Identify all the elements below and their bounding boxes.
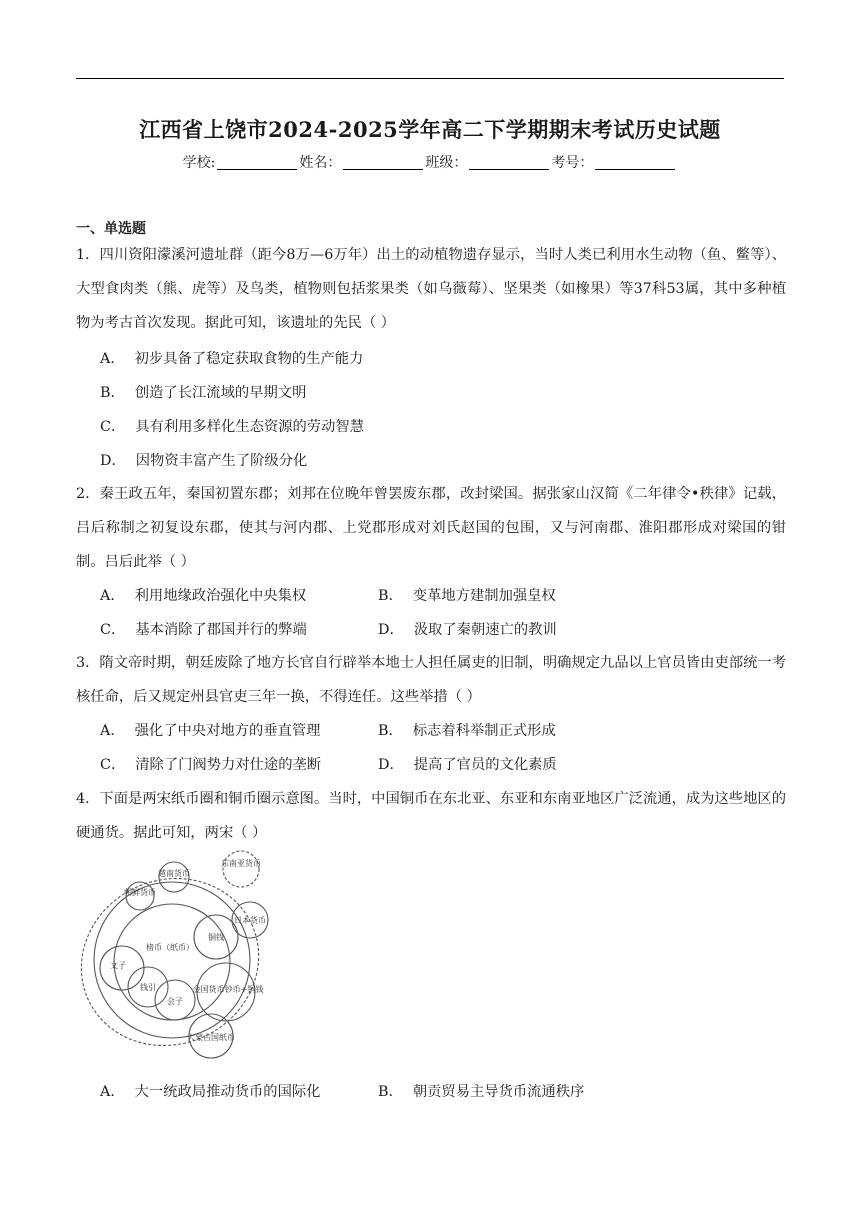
- option-letter: D．: [100, 453, 126, 469]
- q1-option-a[interactable]: [100, 348, 363, 368]
- option-text: 具有利用多样化生态资源的劳动智慧: [135, 419, 364, 435]
- class-label: 班级：: [425, 155, 468, 171]
- exam-number-blank[interactable]: [595, 155, 675, 170]
- header-rule: [76, 78, 784, 79]
- fig-label-qianyin: 钱引: [140, 983, 156, 992]
- fig-label-southeast-asia: 东南亚货币: [221, 859, 261, 868]
- option-letter: A．: [100, 1084, 125, 1100]
- q3-option-b[interactable]: [378, 720, 556, 740]
- currency-circle-diagram: [78, 850, 278, 1060]
- section-title: 一、单选题: [76, 221, 146, 237]
- option-letter: C．: [100, 757, 126, 773]
- question-4-stem: 4．下面是两宋纸币圈和铜币圈示意图。当时，中国铜币在东北亚、东亚和东南亚地区广泛流通，成为这些地区的硬通货。据此可知，两宋（ ）: [76, 791, 786, 841]
- q4-option-a[interactable]: [100, 1081, 320, 1101]
- paper-money-sphere-outline: [94, 882, 250, 1038]
- fig-label-mongol: 大蒙古国纸币: [187, 1033, 235, 1042]
- option-letter: B．: [378, 588, 403, 604]
- option-text: 因物资丰富产生了阶级分化: [135, 453, 308, 469]
- fig-label-chu-paper: 楮币（纸币）: [146, 943, 194, 952]
- option-letter: A．: [100, 588, 125, 604]
- fig-label-wenzi: 文子: [110, 961, 126, 970]
- southeast-asia-currency-circle: [223, 851, 259, 887]
- class-blank[interactable]: [469, 155, 549, 170]
- school-label: 学校:: [182, 155, 216, 171]
- student-info-line: [0, 152, 860, 172]
- option-letter: D．: [378, 757, 404, 773]
- question-3-stem: 3．隋文帝时期，朝廷废除了地方长官自行辟举本地士人担任属吏的旧制，明确规定九品以上官员皆由吏部统一考核任命，后又规定州县官吏三年一换，不得连任。这些举措（ ）: [76, 655, 786, 705]
- option-letter: C．: [100, 419, 126, 435]
- option-letter: B．: [378, 1084, 403, 1100]
- fig-label-vietnam: 越南货币: [158, 869, 190, 878]
- option-text: 初步具备了稳定获取食物的生产能力: [134, 351, 364, 367]
- option-letter: B．: [378, 723, 403, 739]
- exam-number-label: 考号：: [551, 155, 594, 171]
- q2-option-d[interactable]: [378, 619, 557, 639]
- q2-option-c[interactable]: [100, 619, 307, 639]
- option-text: 强化了中央对地方的垂直管理: [134, 723, 321, 739]
- option-letter: C．: [100, 622, 126, 638]
- fig-label-korea: 朝鲜货币: [124, 888, 156, 897]
- fig-label-japan: 日本货币: [234, 916, 266, 925]
- option-text: 基本消除了郡国并行的弊端: [135, 622, 307, 638]
- q4-option-b[interactable]: [378, 1081, 584, 1101]
- q2-option-a[interactable]: [100, 585, 306, 605]
- option-text: 提高了官员的文化素质: [413, 757, 557, 773]
- option-text: 利用地缘政治强化中央集权: [134, 588, 307, 604]
- option-letter: D．: [378, 622, 404, 638]
- fig-label-jin-currency: 金国货币钞币+铜钱: [192, 985, 264, 994]
- page-title: 江西省上饶市2024-2025学年高二下学期期末考试历史试题: [139, 117, 721, 142]
- question-1-stem: 1．四川资阳濛溪河遗址群（距今8万—6万年）出土的动植物遗存显示，当时人类已利用水生动物（鱼、鳖等）、大型食肉类（熊、虎等）及鸟类，植物则包括浆果类（如乌薇莓）、坚果类（如橡果）等37科53属，其中多种植物为考古首次发现。据此可知，该遗址的先民（ ）: [76, 247, 786, 331]
- fig-label-copper-coin: 铜钱: [208, 933, 224, 942]
- option-text: 标志着科举制正式形成: [412, 723, 556, 739]
- q1-option-c[interactable]: [100, 416, 364, 436]
- fig-label-huizi: 会子: [167, 997, 183, 1006]
- option-text: 变革地方建制加强皇权: [412, 588, 556, 604]
- option-letter: B．: [100, 385, 125, 401]
- school-blank[interactable]: [217, 155, 297, 170]
- name-label: 姓名：: [299, 155, 342, 171]
- q3-option-c[interactable]: [100, 754, 321, 774]
- option-text: 朝贡贸易主导货币流通秩序: [412, 1084, 585, 1100]
- option-text: 创造了长江流域的早期文明: [134, 385, 307, 401]
- option-letter: A．: [100, 351, 125, 367]
- q1-option-d[interactable]: [100, 450, 307, 470]
- option-text: 清除了门阀势力对仕途的垄断: [135, 757, 322, 773]
- q1-option-b[interactable]: [100, 382, 306, 402]
- copper-coin-sphere-outline: [78, 850, 278, 1060]
- option-text: 大一统政局推动货币的国际化: [134, 1084, 321, 1100]
- q3-option-a[interactable]: [100, 720, 320, 740]
- question-2-stem: 2．秦王政五年，秦国初置东郡；刘邦在位晚年曾罢废东郡，改封梁国。据张家山汉简《二年律令•秩律》记载，吕后称制之初复设东郡，使其与河内郡、上党郡形成对刘氏赵国的包围，又与河南郡、淮阳郡形成对梁国的钳制。吕后此举（ ）: [76, 486, 786, 570]
- option-letter: A．: [100, 723, 125, 739]
- q2-option-b[interactable]: [378, 585, 556, 605]
- name-blank[interactable]: [343, 155, 423, 170]
- option-text: 汲取了秦朝速亡的教训: [413, 622, 557, 638]
- q3-option-d[interactable]: [378, 754, 557, 774]
